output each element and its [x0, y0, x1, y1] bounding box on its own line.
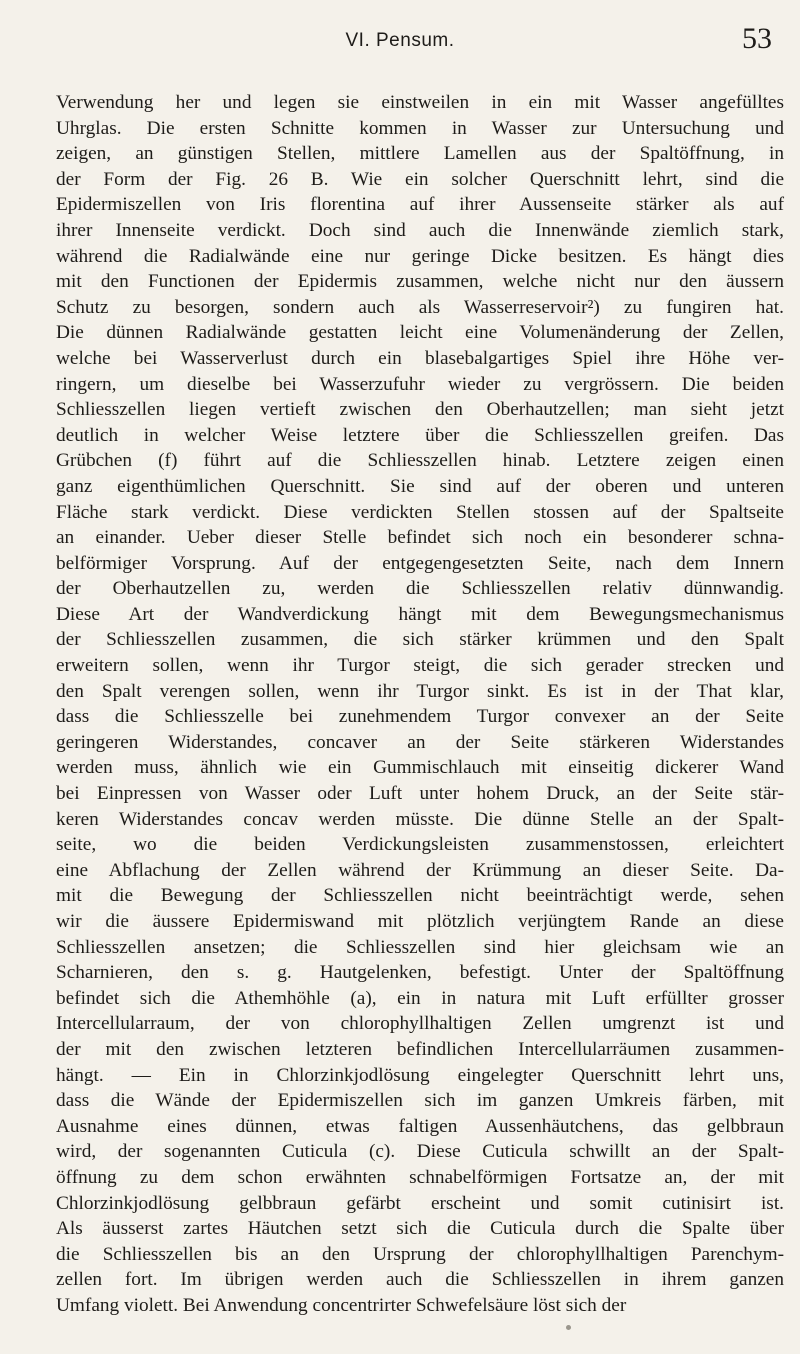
text-line: Epidermiszellen von Iris florentina auf ihrer Aussenseite stärker als auf — [56, 194, 784, 216]
text-line: öffnung zu dem schon erwähnten schnabelförmigen Fortsatze an, der mit — [56, 1166, 784, 1188]
text-line: dass die Wände der Epidermiszellen sich im ganzen Umkreis färben, mit — [56, 1090, 784, 1112]
text-line: Fläche stark verdickt. Diese verdickten Stellen stossen auf der Spaltseite — [56, 501, 784, 523]
text-line: ganz eigenthümlichen Querschnitt. Sie sind auf der oberen und unteren — [56, 475, 784, 497]
text-line: Diese Art der Wandverdickung hängt mit dem Bewegungsmechanismus — [56, 603, 784, 625]
text-line: Intercellularraum, der von chlorophyllhaltigen Zellen umgrenzt ist und — [56, 1013, 784, 1035]
text-line: zeigen, an günstigen Stellen, mittlere Lamellen aus der Spaltöffnung, in — [56, 143, 784, 165]
text-line: Umfang violett. Bei Anwendung concentrirter Schwefelsäure löst sich der — [56, 1294, 627, 1316]
text-line: Verwendung her und legen sie einstweilen in ein mit Wasser angefülltes — [56, 92, 784, 113]
text-line: eine Abflachung der Zellen während der Krümmung an dieser Seite. Da- — [56, 859, 784, 881]
text-line: Uhrglas. Die ersten Schnitte kommen in Wasser zur Untersuchung und — [56, 117, 784, 139]
text-line: werden muss, ähnlich wie ein Gummischlauch mit einseitig dickerer Wand — [56, 757, 784, 779]
text-line: während die Radialwände eine nur geringe Dicke besitzen. Es hängt dies — [56, 245, 784, 267]
text-line: die Schliesszellen bis an den Ursprung der chlorophyllhaltigen Parenchym- — [56, 1243, 784, 1265]
text-line: hängt. — Ein in Chlorzinkjodlösung eingelegter Querschnitt lehrt uns, — [56, 1064, 784, 1086]
text-line: erweitern sollen, wenn ihr Turgor steigt, die sich gerader strecken und — [56, 655, 784, 677]
body-text — [56, 90, 784, 1319]
chapter-title: VI. Pensum. — [345, 30, 455, 51]
text-line: Schliesszellen ansetzen; die Schliesszellen sind hier gleichsam wie an — [56, 936, 784, 958]
text-line: zellen fort. Im übrigen werden auch die Schliesszellen in ihrem ganzen — [56, 1269, 784, 1291]
text-line: wird, der sogenannten Cuticula (c). Diese Cuticula schwillt an der Spalt- — [56, 1141, 784, 1163]
text-line: geringeren Widerstandes, concaver an der Seite stärkeren Widerstandes — [56, 731, 784, 753]
text-line: Grübchen (f) führt auf die Schliesszellen hinab. Letztere zeigen einen — [56, 450, 784, 472]
text-line: mit den Functionen der Epidermis zusammen, welche nicht nur den äussern — [56, 271, 784, 293]
text-line: keren Widerstandes concav werden müsste. Die dünne Stelle an der Spalt- — [56, 808, 784, 830]
text-line: dass die Schliesszelle bei zunehmendem Turgor convexer an der Seite — [56, 706, 784, 728]
text-line: Die dünnen Radialwände gestatten leicht eine Volumenänderung der Zellen, — [56, 322, 784, 344]
text-line: an einander. Ueber dieser Stelle befindet sich noch ein besonderer schna- — [56, 527, 784, 549]
text-line: ihrer Innenseite verdickt. Doch sind auch die Innenwände ziemlich stark, — [56, 219, 784, 241]
text-line: Scharnieren, den s. g. Hautgelenken, befestigt. Unter der Spaltöffnung — [56, 962, 784, 984]
text-line: Chlorzinkjodlösung gelbbraun gefärbt erscheint und somit cutinisirt ist. — [56, 1192, 784, 1214]
text-line: seite, wo die beiden Verdickungsleisten zusammenstossen, erleichtert — [56, 834, 784, 856]
text-line: Als äusserst zartes Häutchen setzt sich die Cuticula durch die Spalte über — [56, 1218, 784, 1240]
running-head — [0, 22, 800, 62]
page-number: 53 — [742, 22, 772, 55]
paper-speck — [566, 1325, 571, 1330]
text-line: der Form der Fig. 26 B. Wie ein solcher Querschnitt lehrt, sind die — [56, 168, 784, 190]
text-line: der Schliesszellen zusammen, die sich stärker krümmen und den Spalt — [56, 629, 784, 651]
text-line: deutlich in welcher Weise letztere über die Schliesszellen greifen. Das — [56, 424, 784, 446]
text-line: ringern, um dieselbe bei Wasserzufuhr wieder zu vergrössern. Die beiden — [56, 373, 784, 395]
text-line: welche bei Wasserverlust durch ein blasebalgartiges Spiel ihre Höhe ver- — [56, 347, 784, 369]
text-line: der mit den zwischen letzteren befindlichen Intercellularräumen zusammen- — [56, 1038, 784, 1060]
text-line: Schutz zu besorgen, sondern auch als Wasserreservoir²) zu fungiren hat. — [56, 296, 784, 318]
text-line: Schliesszellen liegen vertieft zwischen den Oberhautzellen; man sieht jetzt — [56, 399, 784, 421]
text-line: der Oberhautzellen zu, werden die Schliesszellen relativ dünnwandig. — [56, 578, 784, 600]
text-line: befindet sich die Athemhöhle (a), ein in natura mit Luft erfüllter grosser — [56, 987, 784, 1009]
text-line: belförmiger Vorsprung. Auf der entgegengesetzten Seite, nach dem Innern — [56, 552, 784, 574]
text-line: Ausnahme eines dünnen, etwas faltigen Aussenhäutchens, das gelbbraun — [56, 1115, 784, 1137]
text-line: den Spalt verengen sollen, wenn ihr Turgor sinkt. Es ist in der That klar, — [56, 680, 784, 702]
text-line: wir die äussere Epidermiswand mit plötzlich verjüngtem Rande an diese — [56, 911, 784, 932]
text-line: mit die Bewegung der Schliesszellen nicht beeinträchtigt werde, sehen — [56, 885, 784, 907]
text-line: bei Einpressen von Wasser oder Luft unter hohem Druck, an der Seite stär- — [56, 783, 784, 805]
